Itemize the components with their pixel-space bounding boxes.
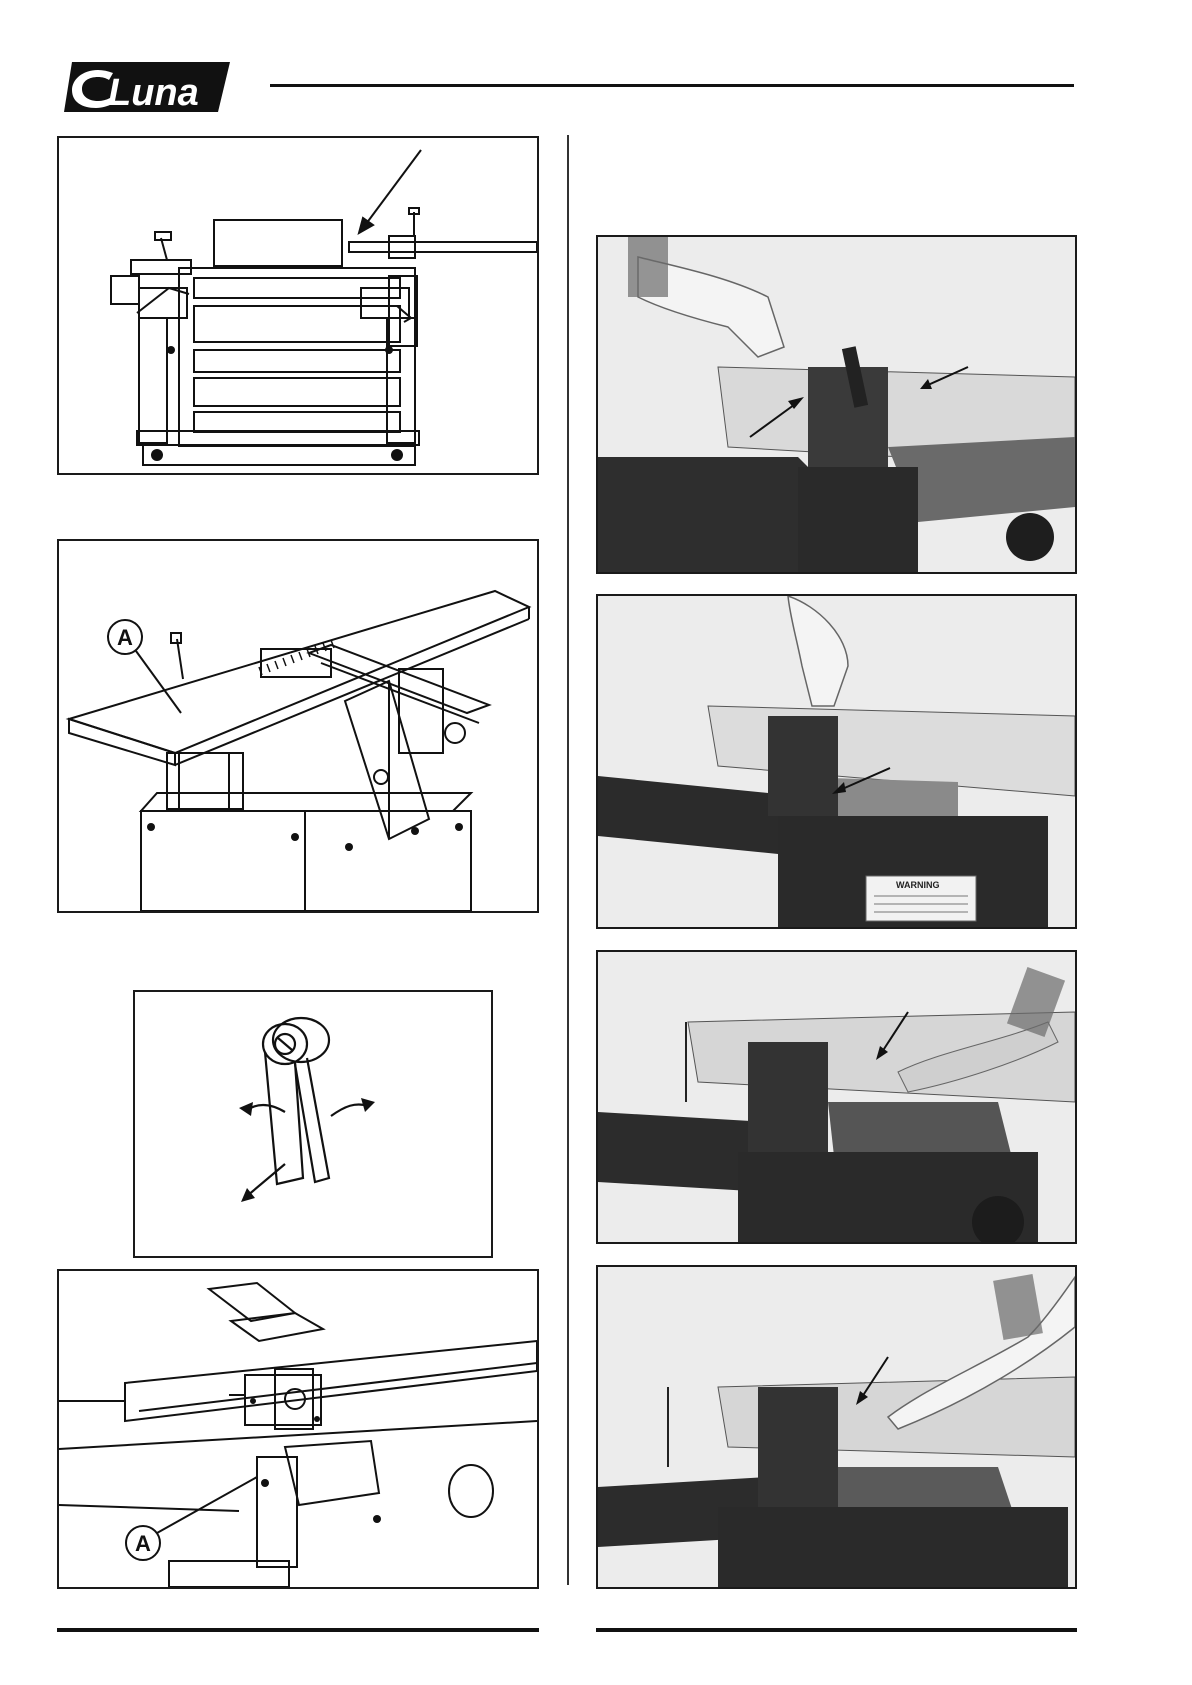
footer-rule-left <box>57 1628 539 1632</box>
column-divider <box>567 135 569 1585</box>
callout-a-label: A <box>117 625 133 650</box>
callout-a-label: A <box>135 1531 151 1556</box>
photo-warning-label-machine <box>596 594 1077 929</box>
warning-label: WARNING <box>896 880 940 890</box>
figure-fence-detail <box>57 1269 539 1589</box>
photo-hand-pointing-fence <box>596 1265 1077 1589</box>
figure-planer-table <box>57 539 539 913</box>
photo-hand-adjusting-fence <box>596 235 1077 574</box>
figure-lever-detail <box>133 990 493 1258</box>
logo-text: Luna <box>108 72 199 114</box>
photo-fence-support <box>596 950 1077 1244</box>
figure-planer-front-view <box>57 136 539 475</box>
brand-logo <box>58 58 233 116</box>
header-rule <box>270 84 1074 87</box>
footer-rule-right <box>596 1628 1077 1632</box>
